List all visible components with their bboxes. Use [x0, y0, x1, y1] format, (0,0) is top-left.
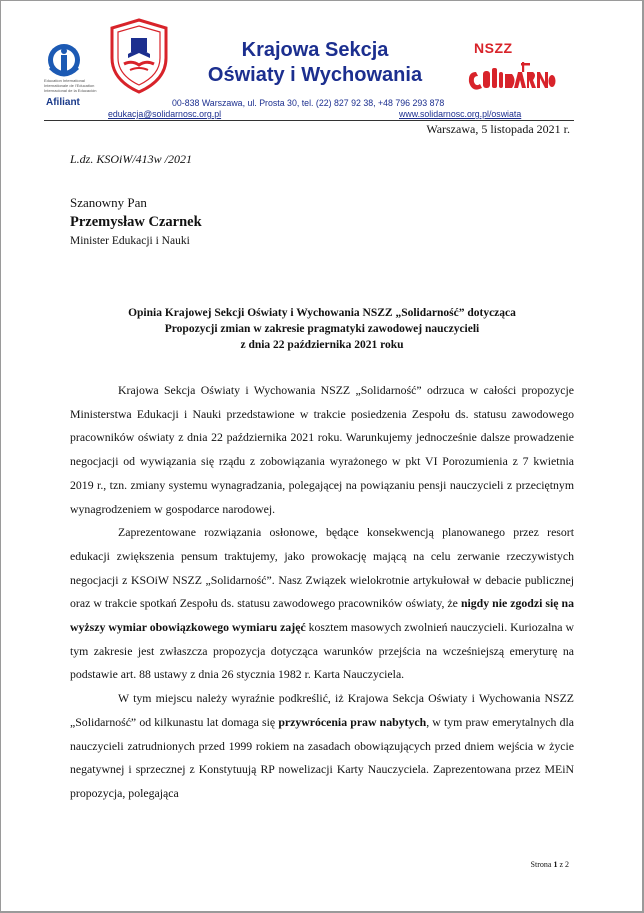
addressee-name: Przemysław Czarnek: [70, 214, 202, 230]
letterhead-address: 00-838 Warszawa, ul. Prosta 30, tel. (22) 827 92 38, +48 796 293 878: [172, 98, 445, 108]
afiliant-label: Afiliant: [46, 97, 80, 108]
subject-line3: z dnia 22 października 2021 roku: [240, 339, 404, 351]
paragraph-2-text-b: kosztem masowych zwolnień nauczycieli. Kuriozalna w tym zakresie jest zwłaszcza propozycja dotycząca warunków przejścia na wcześniejszą emeryturę na podstawie art. 88 ustawy z dnia 26 stycznia 1982 r. Karta Nauczyciela.: [70, 620, 574, 682]
email-link[interactable]: edukacja@solidarnosc.org.pl: [108, 109, 222, 119]
paragraph-3-text-b: , w tym praw emerytalnych dla nauczycieli zatrudnionych przed 1999 rokiem na zasadach obowiązujących przed dniem wejścia w życie negatywnej i sprzecznej z Konstytuują RP nowelizacji Karty Nauczyciela. Zaprezentowana przez MEiN propozycja, polegająca: [70, 714, 574, 800]
paragraph-3-text-a: W tym miejscu należy wyraźnie podkreślić, iż Krajowa Sekcja Oświaty i Wychowania NSZZ „Solidarność” od kilkunastu lat domaga się: [70, 691, 574, 729]
reference-number: L.dz. KSOiW/413w /2021: [70, 152, 193, 166]
subject-heading: [70, 305, 574, 353]
subject-line1: Opinia Krajowej Sekcji Oświaty i Wychowania NSZZ „Solidarność” dotycząca: [128, 307, 516, 319]
body-paragraph-1: Krajowa Sekcja Oświaty i Wychowania NSZZ „Solidarność” odrzuca w całości propozycje Ministerstwa Edukacji i Nauki przedstawione w trakcie posiedzenia Zespołu ds. statusu zawodowego pracowników oświaty z dnia 22 października 2021 roku. Warunkujemy jednocześnie dalsze prowadzenie negocjacji od wywiązania się rządu z zobowiązania wyrażonego w pkt VI Porozumienia z 7 kwietnia 2019 r., tzn. zmiany systemu wynagradzania, polegającej na powiązaniu pensji nauczycieli z przeciętnym wynagrodzeniem w gospodarce narodowej.: [70, 383, 574, 516]
nszz-label: NSZZ: [474, 40, 513, 56]
body-paragraph-3: [70, 687, 574, 806]
page-current: 1: [553, 860, 558, 869]
org-title: [180, 38, 450, 88]
solidarnosc-logo: [466, 60, 556, 92]
website-link[interactable]: www.solidarnosc.org.pl/oswiata: [399, 109, 522, 119]
body-paragraph-2: [70, 521, 574, 687]
salutation: Szanowny Pan: [70, 195, 147, 210]
subject-line2: Propozycji zmian w zakresie pragmatyki zawodowej nauczycieli: [164, 323, 480, 335]
ei-caption: Education International Internationale de l'Education Internacional de la Educación: [44, 78, 97, 93]
paragraph-3-bold: przywrócenia praw nabytych: [278, 714, 427, 729]
paragraph-2-text-a: Zaprezentowane rozwiązania osłonowe, będące konsekwencją planowanego przez resort edukacji zwiększenia pensum traktujemy, jako prowokację mającą na celu zerwanie rzeczywistych negocjacji z KSOiW NSZZ „Solidarność”. Nasz Związek wielokrotnie artykułował w debacie publicznej oraz w trakcie spotkań Zespołu ds. statusu zawodowego pracowników oświaty, że: [70, 525, 574, 611]
page-label: Strona: [530, 860, 552, 869]
addressee-role: Minister Edukacji i Nauki: [70, 235, 190, 247]
sekcja-shield-logo: [108, 18, 170, 94]
header-divider: [44, 120, 574, 121]
page-total: 2: [565, 860, 569, 869]
letter-body: [70, 379, 574, 806]
page-number: [531, 860, 569, 869]
org-title-line2: Oświaty i Wychowania: [207, 64, 423, 86]
paragraph-2-bold: nigdy nie zgodzi się na wyższy wymiar obowiązkowego wymiaru zajęć: [70, 596, 574, 635]
addressee-block: [70, 194, 202, 250]
org-title-line1: Krajowa Sekcja: [241, 39, 389, 61]
page-separator: z: [559, 860, 563, 869]
letter-date: Warszawa, 5 listopada 2021 r.: [426, 122, 570, 136]
